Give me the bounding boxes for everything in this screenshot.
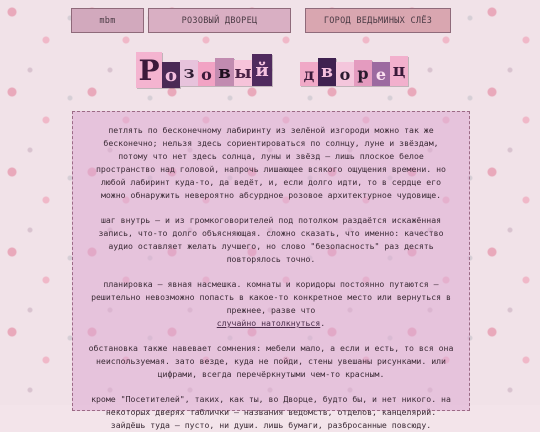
top-navigation xyxy=(71,8,455,35)
logo-letter: р xyxy=(354,60,372,86)
site-logo xyxy=(132,52,412,97)
logo-letter: о xyxy=(162,62,180,88)
logo-letter: Р xyxy=(136,52,162,88)
accidental-link[interactable]: случайно натолкнуться xyxy=(216,318,321,328)
logo-letter: й xyxy=(252,54,272,86)
logo-letter: ы xyxy=(234,60,252,86)
logo-letter: в xyxy=(215,58,234,86)
paragraph: обстановка также навевает сомнения: мебели мало, а если и есть, то вся она неиспользуемая. зато везде, куда не пойди, стены увешаны рисунками. или цифрами, всегда перечёркнутыми чем-то красным. xyxy=(88,343,454,379)
logo-letter: з xyxy=(180,60,198,86)
logo-letter: в xyxy=(318,58,336,86)
logo-letter: д xyxy=(300,62,318,86)
logo-letter: о xyxy=(198,62,215,86)
paragraph-end: . xyxy=(320,318,326,328)
nav-item-pink-palace[interactable]: РОЗОВЫЙ ДВОРЕЦ xyxy=(148,8,291,33)
paragraph xyxy=(87,278,455,330)
main-content xyxy=(72,111,470,430)
logo-letter: е xyxy=(372,62,390,86)
nav-item-mbm[interactable]: mbm xyxy=(71,8,144,33)
paragraph: шаг внутрь — и из громкоговорителей под потолком раздаётся искажённая запись, что-то долго объясняющая. сложно сказать, что именно: качество аудио оставляет желать лучшего, но слово "безопасность" раз десять повторялось точно. xyxy=(98,215,444,264)
paragraph: петлять по бесконечному лабиринту из зелёной изгороди можно так же бесконечно; нельзя здесь сориентироваться по солнцу, луне и звёздам, потому что нет здесь солнца, луны и звёзд — лишь плоское белое пространство над головой, напрочь лишающее всякого ощущения времени. но любой лабиринт куда-то, да ведёт, и, если долго идти, то в сердце его можно обнаружить невероятно абсурдное розовое архитектурное чудовище. xyxy=(96,125,446,200)
logo-letter: ц xyxy=(390,56,408,86)
nav-item-witch-tears-city[interactable]: ГОРОД ВЕДЬМИНЫХ СЛЁЗ xyxy=(305,8,451,33)
paragraph: кроме "Посетителей", таких, как ты, во Дворце, будто бы, и нет никого. на некоторых дверях таблички — названия ведомств, отделов, канцелярий. зайдёшь туда — пусто, ни души. лишь бумаги, разбросанные повсюду. xyxy=(91,394,451,430)
logo-letter: о xyxy=(336,62,354,86)
paragraph-text: планировка — явная насмешка. комнаты и коридоры постоянно путаются — решительно невозможно попасть в какое-то конкретное место или вернуться в прежнее, разве что xyxy=(91,279,451,315)
